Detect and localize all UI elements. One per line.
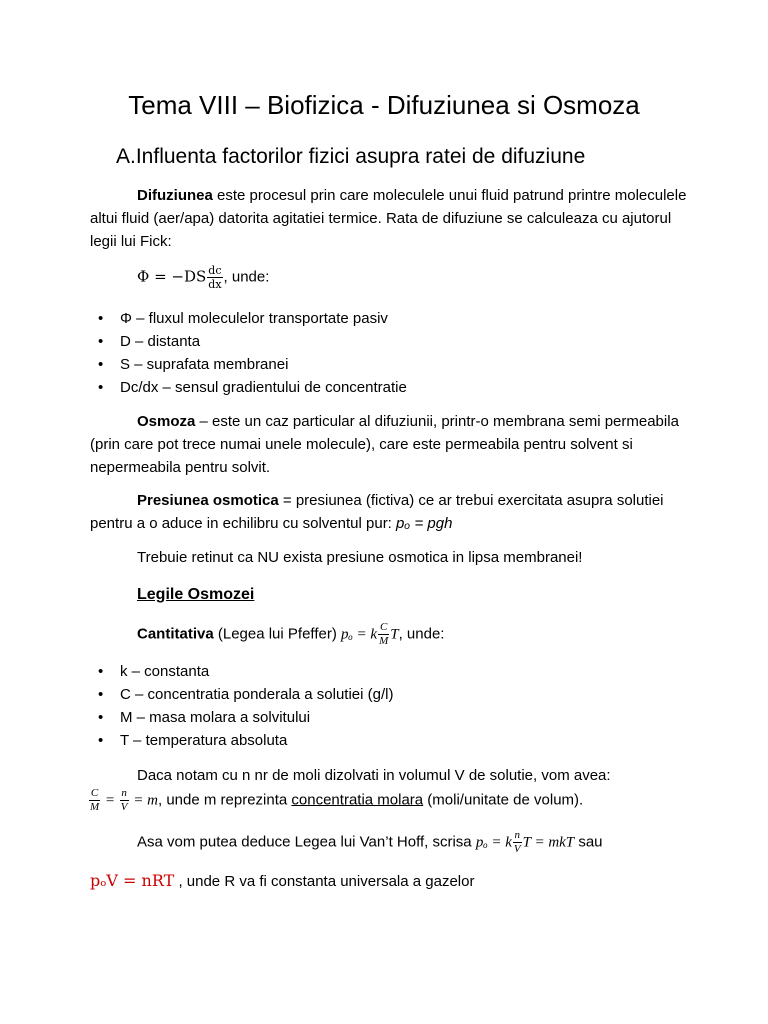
list-item: • C – concentratia ponderala a solutiei (g/l) (90, 683, 394, 706)
molar-end: (moli/unitate de volum). (423, 791, 584, 809)
pfeffer-terms-list (90, 660, 394, 752)
section-title: Influenta factorilor fizici asupra ratei de difuziune (135, 145, 586, 168)
page-title: Tema VIII – Biofizica - Difuziunea si Osmoza (128, 90, 640, 120)
term-osmoza: Osmoza (137, 413, 196, 430)
presiunea-text: = presiunea (fictiva) ce ar trebui exercitata asupra solutiei pentru a o aduce in echilibru cu solventul pur: (90, 492, 664, 532)
section-heading (116, 142, 585, 172)
list-item: • k – constanta (90, 660, 394, 683)
fick-num: dc (208, 264, 222, 277)
paragraph-molar-line1 (90, 764, 690, 787)
molar-eq-m: = m (129, 792, 158, 809)
paragraph-osmoza (90, 410, 690, 479)
pfeffer-rhs: T (390, 626, 399, 643)
difuziunea-text: este procesul prin care moleculele unui fluid patrund printre moleculele altui fluid (aer/apa) datorita agitatiei termice. Rata de difuziune se calculeaza cu ajutorul legii lui Fick: (90, 187, 687, 250)
paragraph-presiunea (90, 489, 690, 535)
molar-eq: = (101, 792, 119, 809)
vanthoff-suffix: sau (574, 833, 603, 851)
vanthoff-text: Asa vom putea deduce Legea lui Van’t Hoff, scrisa (137, 833, 476, 851)
vanthoff-rhs: T = mkT (522, 834, 575, 851)
cantitativa-text: (Legea lui Pfeffer) (213, 625, 341, 643)
pfeffer-law (90, 622, 690, 647)
paragraph-vanthoff (90, 830, 690, 855)
vanthoff-fraction (513, 830, 522, 855)
cm-num: C (90, 787, 99, 799)
presiunea-formula: pₒ = pgh (396, 515, 453, 532)
pfeffer-num: C (379, 621, 388, 633)
fick-den: dx (208, 278, 222, 291)
concentratia-molara: concentratia molara (291, 791, 424, 809)
gas-text: , unde R va fi constanta universala a gazelor (174, 873, 475, 890)
molar-fraction-cm (89, 788, 100, 813)
vanthoff-den: V (513, 843, 521, 855)
legile-heading: Legile Osmozei (137, 586, 255, 603)
molar-line1: Daca notam cu n nr de moli dizolvati in volumul V de solutie, vom avea: (137, 767, 611, 784)
vanthoff-lhs: pₒ = k (475, 834, 512, 851)
molar-fraction-nv (120, 788, 129, 813)
osmoza-text: – este un caz particular al difuziunii, printr-o membrana semi permeabila (prin care pot trece numai unele molecule), care este permeabila pentru solvent si nepermeabila pentru solvit. (90, 413, 679, 476)
gas-formula: pₒV = nRT (90, 871, 175, 890)
molar-mid: , unde m reprezinta (158, 791, 292, 809)
pfeffer-fraction (378, 622, 389, 647)
retinut-text: Trebuie retinut ca NU exista presiune osmotica in lipsa membranei! (137, 549, 583, 566)
vanthoff-num: n (514, 829, 520, 841)
list-item: • Dc/dx – sensul gradientului de concentratie (90, 376, 407, 399)
paragraph-retinut (90, 546, 690, 569)
term-cantitativa: Cantitativa (137, 625, 214, 643)
term-presiunea: Presiunea osmotica (137, 492, 279, 509)
list-item: • S – suprafata membranei (90, 353, 407, 376)
pfeffer-den: M (379, 635, 389, 647)
fick-lhs: Φ = −DS (137, 267, 207, 286)
fick-suffix: , unde: (223, 268, 270, 286)
fick-formula (90, 265, 690, 290)
section-label: A. (116, 145, 136, 168)
nv-den: V (120, 801, 128, 813)
fick-fraction (207, 265, 222, 290)
paragraph-molar-line2 (88, 788, 688, 813)
term-difuziunea: Difuziunea (137, 187, 213, 204)
list-item: • M – masa molara a solvitului (90, 706, 394, 729)
fick-terms-list (90, 307, 407, 399)
paragraph-gas-law (90, 869, 690, 893)
list-item: • D – distanta (90, 330, 407, 353)
list-item: • Φ – fluxul moleculelor transportate pasiv (90, 307, 407, 330)
nv-num: n (121, 787, 127, 799)
paragraph-difuziunea (90, 184, 690, 253)
cm-den: M (90, 801, 100, 813)
list-item: • T – temperatura absoluta (90, 729, 394, 752)
pfeffer-suffix: , unde: (398, 625, 445, 643)
pfeffer-lhs: pₒ = k (340, 626, 378, 643)
